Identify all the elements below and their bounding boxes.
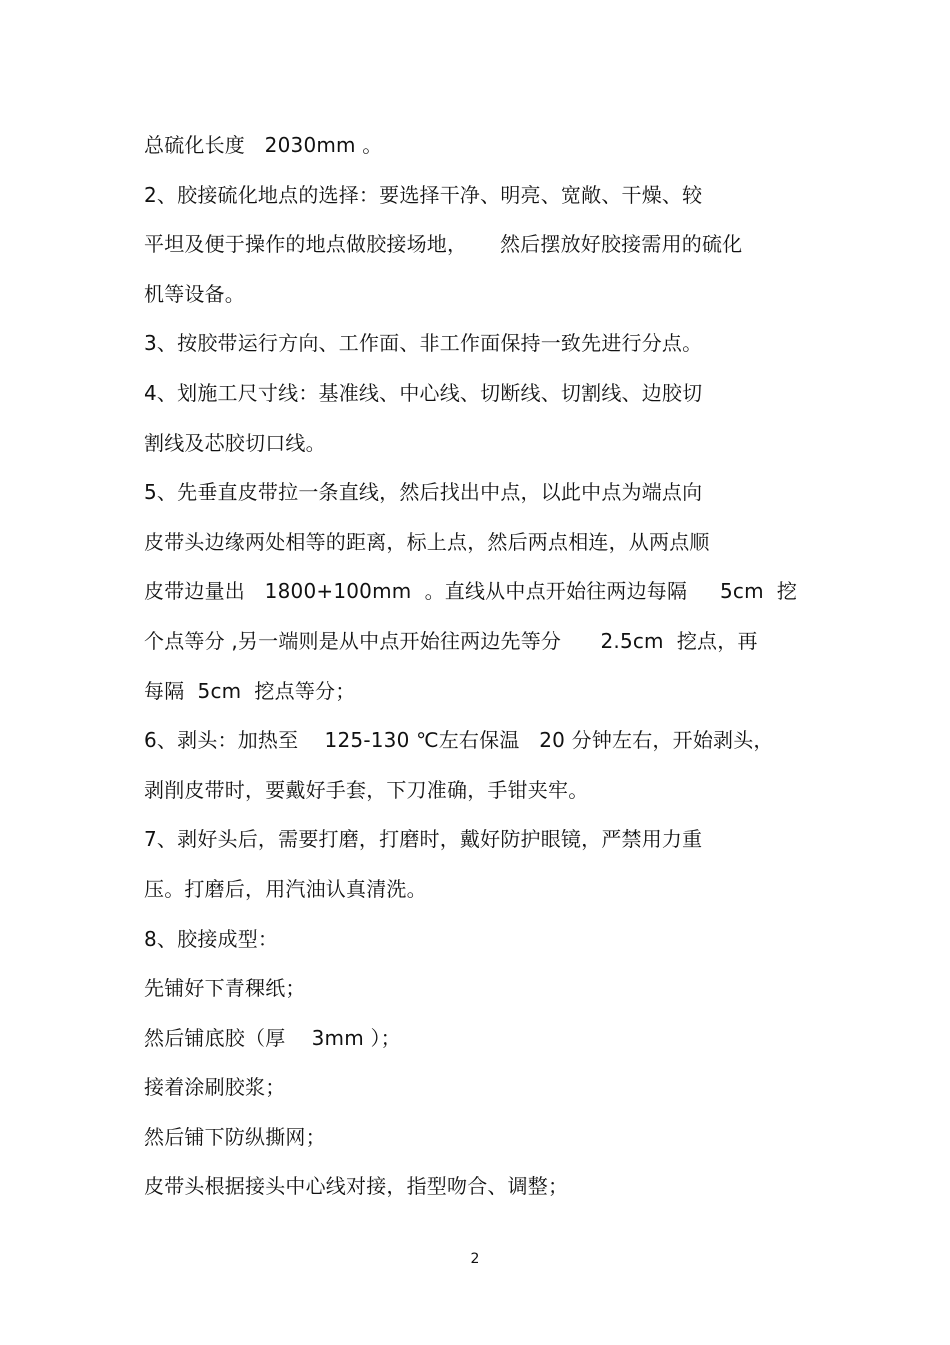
text-line: 先铺好下青稞纸；: [144, 976, 306, 1001]
text-line: 4、划施工尺寸线：基准线、中心线、切断线、切割线、边胶切: [144, 380, 703, 405]
text-line: 压。打磨后，用汽油认真清洗。: [144, 876, 427, 901]
text-line: 割线及芯胶切口线。: [144, 430, 326, 455]
text-line: 接着涂刷胶浆；: [144, 1075, 286, 1100]
text-line: 皮带头边缘两处相等的距离，标上点，然后两点相连，从两点顺: [144, 529, 710, 554]
text-line: 皮带头根据接头中心线对接，指型吻合、调整；: [144, 1174, 569, 1199]
text-line: 7、剥好头后，需要打磨，打磨时，戴好防护眼镜，严禁用力重: [144, 827, 703, 852]
page-number: 2: [470, 1251, 480, 1267]
text-line: 5、先垂直皮带拉一条直线，然后找出中点，以此中点为端点向: [144, 480, 703, 505]
body-text: [144, 127, 824, 1218]
text-line: 然后铺底胶（厚 3mm ）；: [144, 1025, 401, 1050]
text-line: 皮带边量出 1800+100mm 。直线从中点开始往两边每隔 5cm 挖: [144, 579, 798, 604]
text-line: 然后铺下防纵撕网；: [144, 1124, 326, 1149]
text-line: 2、胶接硫化地点的选择：要选择干净、明亮、宽敞、干燥、较: [144, 182, 703, 207]
text-line: 6、剥头：加热至 125-130 ℃左右保温 20 分钟左右，开始剥头，: [144, 728, 774, 753]
text-line: 个点等分 ,另一端则是从中点开始往两边先等分 2.5cm 挖点，再: [144, 628, 758, 653]
text-line: 平坦及便于操作的地点做胶接场地， 然后摆放好胶接需用的硫化: [144, 232, 743, 257]
text-line: 剥削皮带时，要戴好手套，下刀准确，手钳夹牢。: [144, 777, 589, 802]
text-line: 每隔 5cm 挖点等分；: [144, 678, 356, 703]
text-line: 8、胶接成型：: [144, 926, 279, 951]
text-line: 机等设备。: [144, 281, 245, 306]
text-line: 3、按胶带运行方向、工作面、非工作面保持一致先进行分点。: [144, 331, 703, 356]
text-line: 总硫化长度 2030mm 。: [144, 133, 383, 157]
